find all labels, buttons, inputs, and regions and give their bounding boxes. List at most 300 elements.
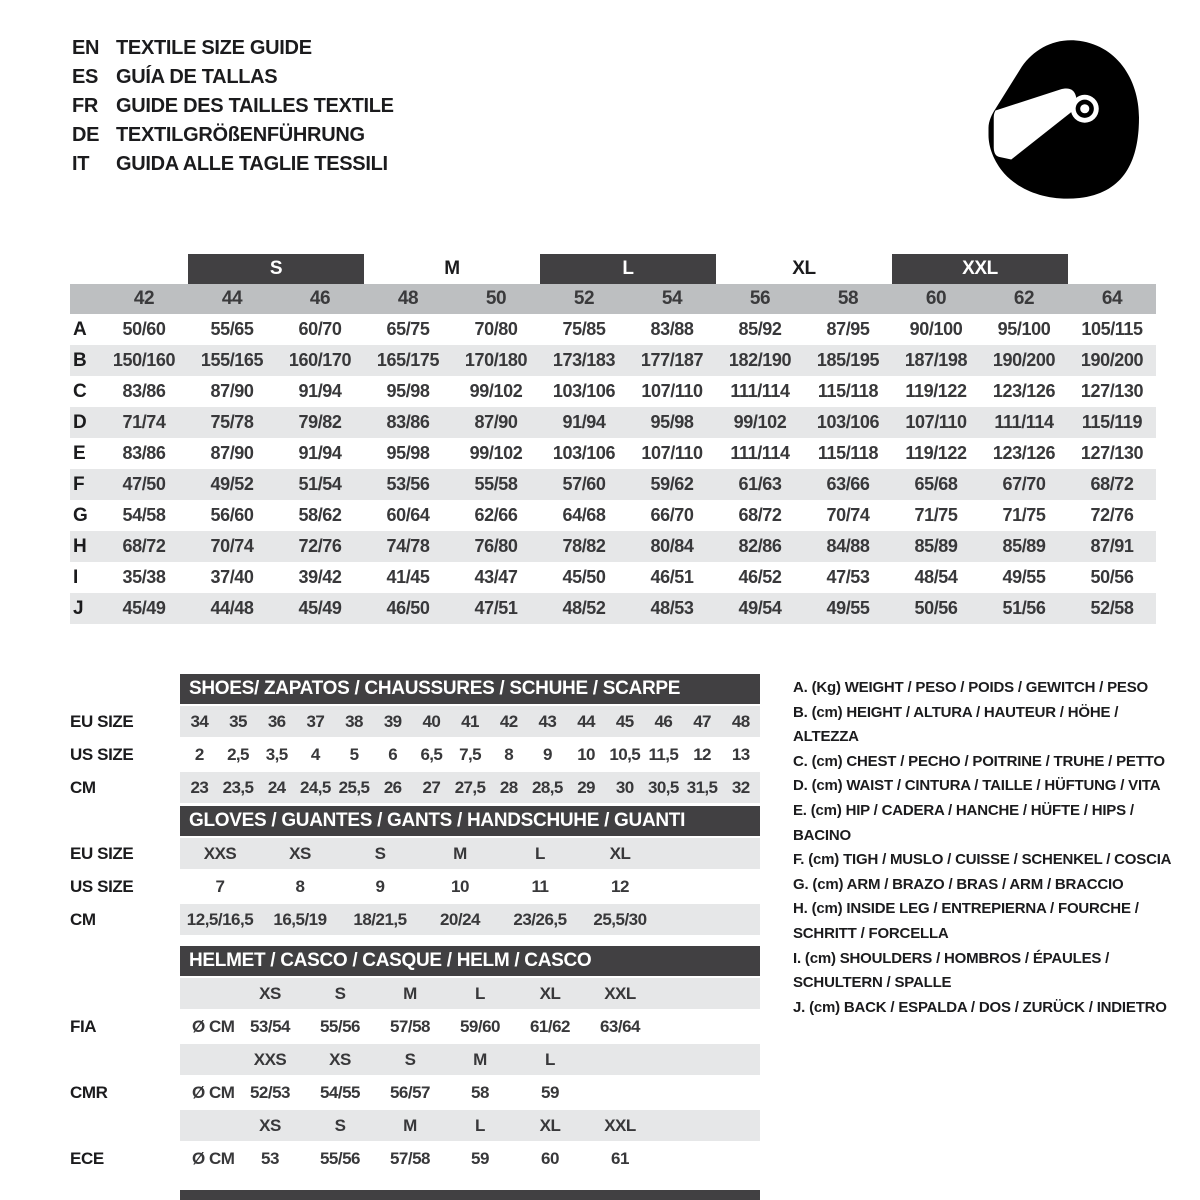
- cell: 60/70: [298, 319, 342, 339]
- cell: 28: [499, 777, 518, 797]
- column-header: 62: [1013, 288, 1035, 309]
- gloves-size-table: [70, 806, 760, 935]
- legend-item-e: E. (cm) HIP / CADERA / HANCHE / HÜFTE / HIPS / BACINO: [793, 801, 1134, 844]
- guide-title: GUIDA ALLE TAGLIE TESSILI: [116, 153, 388, 175]
- cell: 155/165: [200, 350, 264, 370]
- cell: 44: [577, 711, 595, 731]
- numeric-size-header-row: [70, 284, 1156, 314]
- table-row-g: [70, 500, 1156, 531]
- table-row-i: [70, 562, 1156, 593]
- lang-line-de: [72, 121, 394, 150]
- cell: 2,5: [227, 744, 249, 764]
- cell: 4: [310, 744, 320, 764]
- cell: 9: [375, 876, 385, 896]
- cell: 82/86: [738, 536, 782, 556]
- us-size-label: US SIZE: [70, 876, 134, 896]
- cell: 67/70: [1002, 474, 1046, 494]
- row-key: I: [73, 566, 78, 588]
- cell: 3,5: [265, 744, 288, 764]
- cell: 37/40: [210, 567, 254, 587]
- cell: 38: [345, 711, 363, 731]
- cell: 5: [349, 744, 359, 764]
- eu-size-label: EU SIZE: [70, 711, 134, 731]
- cell: 35/38: [122, 567, 166, 587]
- legend-item-j: J. (cm) BACK / ESPALDA / DOS / ZURÜCK / INDIETRO: [793, 998, 1167, 1016]
- size-band-xxl: [892, 254, 1068, 284]
- cell: 28,5: [532, 777, 563, 797]
- cell: 115/118: [817, 381, 879, 401]
- cell: 87/90: [210, 443, 254, 463]
- eu-size-label: EU SIZE: [70, 843, 134, 863]
- row-key: A: [73, 318, 87, 340]
- cell: M: [453, 843, 467, 863]
- us-size-label: US SIZE: [70, 744, 134, 764]
- cmr-sizes-row: [70, 1044, 760, 1075]
- cell: 99/102: [469, 381, 523, 401]
- cell: 74/78: [386, 536, 430, 556]
- cell: 47/53: [826, 567, 870, 587]
- lang-code: IT: [72, 153, 90, 175]
- table-row-j: [70, 593, 1156, 624]
- cell: 46/52: [738, 567, 782, 587]
- cell: S: [404, 1049, 416, 1069]
- cell: 70/80: [474, 319, 518, 339]
- cell: 55/56: [319, 1148, 361, 1168]
- cell: 59/60: [459, 1016, 501, 1036]
- size-label: M: [444, 258, 460, 279]
- cell: 83/86: [122, 381, 166, 401]
- legend-item-c: C. (cm) CHEST / PECHO / POITRINE / TRUHE / PETTO: [793, 752, 1165, 770]
- cell: 41/45: [386, 567, 430, 587]
- cell: 85/92: [738, 319, 782, 339]
- cell: 68/72: [122, 536, 166, 556]
- cell: 23/26,5: [513, 909, 567, 929]
- lang-code: FR: [72, 95, 99, 117]
- cell: 46/50: [386, 598, 430, 618]
- cell: 72/76: [298, 536, 342, 556]
- cell: 91/94: [562, 412, 606, 432]
- cell: 123/126: [992, 381, 1056, 401]
- cell: 29: [577, 777, 595, 797]
- cell: 127/130: [1080, 381, 1144, 401]
- cell: XS: [259, 1115, 281, 1135]
- cell: 24,5: [300, 777, 331, 797]
- cell: 54/55: [319, 1082, 361, 1102]
- row-key: B: [73, 349, 87, 371]
- cell: 103/106: [816, 412, 880, 432]
- cell: L: [475, 983, 485, 1003]
- cell: 63/66: [826, 474, 870, 494]
- cell: S: [374, 843, 386, 863]
- cell: 10: [451, 876, 469, 896]
- cell: S: [334, 983, 346, 1003]
- column-header: 42: [133, 288, 155, 309]
- cell: 39: [383, 711, 402, 731]
- cell: 123/126: [992, 443, 1056, 463]
- cm-label: CM: [70, 909, 96, 929]
- cell: 107/110: [641, 443, 703, 463]
- cell: 24: [267, 777, 286, 797]
- size-label: XL: [792, 258, 816, 279]
- cell: M: [403, 1115, 417, 1135]
- cell: L: [535, 843, 545, 863]
- cell: 84/88: [826, 536, 870, 556]
- cell: 35: [229, 711, 247, 731]
- guide-title: GUÍA DE TALLAS: [116, 66, 278, 88]
- column-header: 60: [925, 288, 947, 309]
- cell: 57/58: [389, 1016, 431, 1036]
- table-row-e: [70, 438, 1156, 469]
- cell: 115/118: [817, 443, 879, 463]
- column-header: 52: [573, 288, 595, 309]
- cell: 51/54: [298, 474, 342, 494]
- cell: 47/51: [474, 598, 518, 618]
- cell: XS: [329, 1049, 351, 1069]
- legend-item-g: G. (cm) ARM / BRAZO / BRAS / ARM / BRACCIO: [793, 875, 1124, 893]
- lang-code: DE: [72, 124, 100, 146]
- table-row-a: [70, 314, 1156, 345]
- cell: 53/56: [386, 474, 430, 494]
- shoes-us-row: [70, 739, 760, 770]
- cell: 54/58: [122, 505, 166, 525]
- cmr-label: CMR: [70, 1082, 108, 1102]
- cell: 71/75: [914, 505, 958, 525]
- gloves-section-header: [180, 806, 760, 836]
- cell: 52/58: [1090, 598, 1134, 618]
- fia-values-row: [70, 1011, 760, 1042]
- cell: 182/190: [728, 350, 792, 370]
- row-key: G: [73, 504, 88, 526]
- cell: 57/60: [562, 474, 606, 494]
- column-header: 64: [1101, 288, 1123, 309]
- cell: 45/50: [562, 567, 606, 587]
- cell: 66/70: [650, 505, 694, 525]
- cell: 170/180: [464, 350, 528, 370]
- cell: 87/90: [474, 412, 518, 432]
- helmet-section-header: [180, 946, 760, 976]
- size-label: XXL: [962, 258, 998, 279]
- cm-label: CM: [70, 777, 96, 797]
- ece-sizes-row: [70, 1110, 760, 1141]
- cell: 39/42: [298, 567, 342, 587]
- cell: 26: [383, 777, 402, 797]
- cell: 30: [615, 777, 634, 797]
- cell: 34: [190, 711, 209, 731]
- cell: 70/74: [826, 505, 870, 525]
- shoes-cm-row: [70, 772, 760, 803]
- cell: 43: [538, 711, 557, 731]
- cell: 49/55: [1002, 567, 1046, 587]
- cell: 50/56: [914, 598, 958, 618]
- cell: XL: [609, 843, 631, 863]
- cell: 48: [731, 711, 750, 731]
- section-title: HELMET / CASCO / CASQUE / HELM / CASCO: [189, 950, 592, 971]
- cell: 27,5: [454, 777, 486, 797]
- cell: 119/122: [905, 443, 967, 463]
- legend-item-h: H. (cm) INSIDE LEG / ENTREPIERNA / FOURCHE / SCHRITT / FORCELLA: [793, 900, 1139, 942]
- diameter-cm-label: Ø CM: [192, 1082, 235, 1102]
- cell: 64/68: [562, 505, 606, 525]
- table-row-d: [70, 407, 1156, 438]
- cell: 46: [654, 711, 673, 731]
- cell: 47: [693, 711, 711, 731]
- cell: 71/74: [122, 412, 166, 432]
- cell: 48/52: [562, 598, 606, 618]
- cell: 61/63: [738, 474, 782, 494]
- cell: 85/89: [1002, 536, 1046, 556]
- ece-values-row: [70, 1143, 760, 1174]
- cell: 107/110: [641, 381, 703, 401]
- row-key: H: [73, 535, 87, 557]
- cell: 85/89: [914, 536, 958, 556]
- cell: 9: [542, 744, 552, 764]
- cell: 68/72: [738, 505, 782, 525]
- cell: 16,5/19: [273, 909, 327, 929]
- cell: 55/65: [210, 319, 254, 339]
- column-header: 58: [837, 288, 859, 309]
- lang-line-en: [72, 34, 394, 63]
- cell: 83/86: [386, 412, 430, 432]
- legend-item-a: A. (Kg) WEIGHT / PESO / POIDS / GEWITCH / PESO: [793, 679, 1148, 696]
- shoes-eu-row: [70, 706, 760, 737]
- cell: 25,5/30: [593, 909, 647, 929]
- cell: 51/56: [1002, 598, 1046, 618]
- cell: L: [545, 1049, 555, 1069]
- cell: 87/91: [1090, 536, 1134, 556]
- cell: 23: [190, 777, 209, 797]
- cell: 99/102: [733, 412, 787, 432]
- cell: 60/64: [386, 505, 430, 525]
- lang-line-fr: [72, 92, 394, 121]
- cell: 65/75: [386, 319, 430, 339]
- cell: 119/122: [905, 381, 967, 401]
- cell: 31,5: [686, 777, 718, 797]
- cell: 70/74: [210, 536, 254, 556]
- row-key: J: [73, 597, 84, 619]
- diameter-cm-label: Ø CM: [192, 1148, 235, 1168]
- table-row-f: [70, 469, 1156, 500]
- cell: 95/98: [650, 412, 694, 432]
- diameter-cm-label: Ø CM: [192, 1016, 235, 1036]
- cell: 160/170: [288, 350, 352, 370]
- lang-code: ES: [72, 66, 99, 88]
- size-label: L: [622, 258, 634, 279]
- cell: 12: [693, 744, 711, 764]
- cell: 59: [471, 1148, 489, 1168]
- cell: 61: [611, 1148, 629, 1168]
- table-row-h: [70, 531, 1156, 562]
- cell: 8: [504, 744, 514, 764]
- cell: 7,5: [459, 744, 481, 764]
- cell: 42: [499, 711, 518, 731]
- cell: 30,5: [648, 777, 679, 797]
- section-title: SHOES/ ZAPATOS / CHAUSSURES / SCHUHE / SCARPE: [189, 678, 681, 699]
- cell: M: [403, 983, 417, 1003]
- cell: 48/53: [650, 598, 694, 618]
- legend-item-i: I. (cm) SHOULDERS / HOMBROS / ÉPAULES / SCHULTERN / SPALLE: [793, 949, 1110, 992]
- cell: XXL: [604, 983, 636, 1003]
- cell: 62/66: [474, 505, 518, 525]
- cell: 103/106: [552, 381, 616, 401]
- cell: 58/62: [298, 505, 342, 525]
- cell: 61/62: [529, 1016, 571, 1036]
- cell: 45/49: [298, 598, 342, 618]
- cell: 103/106: [552, 443, 616, 463]
- lang-code: EN: [72, 37, 100, 59]
- cell: 36: [267, 711, 286, 731]
- cell: S: [334, 1115, 346, 1135]
- shoes-section-header: [180, 674, 760, 704]
- racing-helmet-icon: [972, 30, 1152, 205]
- cell: 46/51: [650, 567, 694, 587]
- cell: XL: [539, 983, 561, 1003]
- cell: 56/60: [210, 505, 254, 525]
- cell: 127/130: [1080, 443, 1144, 463]
- cell: 87/95: [826, 319, 870, 339]
- cell: M: [473, 1049, 487, 1069]
- cell: 49/52: [210, 474, 254, 494]
- size-label: S: [269, 258, 283, 279]
- helmet-size-table: [70, 946, 760, 1174]
- cell: 111/114: [730, 443, 790, 463]
- fia-sizes-row: [70, 978, 760, 1009]
- cell: 12,5/16,5: [186, 909, 254, 929]
- cell: 87/90: [210, 381, 254, 401]
- cell: 2: [194, 744, 204, 764]
- cell: 43/47: [474, 567, 518, 587]
- cell: 48/54: [914, 567, 958, 587]
- cell: 99/102: [469, 443, 523, 463]
- cell: 8: [295, 876, 305, 896]
- cropped-section-bar: [180, 1190, 760, 1200]
- cell: XXS: [253, 1049, 287, 1069]
- cell: 32: [731, 777, 750, 797]
- cell: 190/200: [1080, 350, 1144, 370]
- column-header: 54: [661, 288, 683, 309]
- cell: 59: [541, 1082, 559, 1102]
- cell: 76/80: [474, 536, 518, 556]
- column-header: 46: [309, 288, 331, 309]
- cell: 44/48: [210, 598, 254, 618]
- cell: 68/72: [1090, 474, 1134, 494]
- gloves-cm-row: [70, 904, 760, 935]
- cell: XXL: [604, 1115, 636, 1135]
- cell: 10,5: [609, 744, 641, 764]
- size-band-row: [70, 254, 1156, 284]
- cell: XS: [259, 983, 281, 1003]
- cell: 25,5: [338, 777, 370, 797]
- lang-line-es: [72, 63, 394, 92]
- cell: 90/100: [909, 319, 963, 339]
- cell: 11,5: [648, 744, 679, 764]
- cell: 187/198: [904, 350, 968, 370]
- cell: 60: [541, 1148, 559, 1168]
- cell: XS: [289, 843, 311, 863]
- cell: 111/114: [994, 412, 1054, 432]
- cell: 83/88: [650, 319, 694, 339]
- cell: 150/160: [112, 350, 176, 370]
- cell: 50/60: [122, 319, 166, 339]
- cell: 173/183: [552, 350, 616, 370]
- cell: 37: [306, 711, 325, 731]
- gloves-eu-row: [70, 838, 760, 869]
- cell: 63/64: [599, 1016, 641, 1036]
- cell: 71/75: [1002, 505, 1046, 525]
- cell: 47/50: [122, 474, 166, 494]
- size-band-xl: [716, 254, 892, 284]
- cell: 20/24: [439, 909, 481, 929]
- cell: 6: [388, 744, 398, 764]
- cell: 18/21,5: [353, 909, 407, 929]
- cell: 55/58: [474, 474, 518, 494]
- cell: 49/54: [738, 598, 782, 618]
- cell: 57/58: [389, 1148, 431, 1168]
- shoes-size-table: [70, 674, 760, 803]
- row-key: D: [73, 411, 87, 433]
- cell: 95/98: [386, 443, 430, 463]
- cell: 75/78: [210, 412, 254, 432]
- cell: 53/54: [249, 1016, 291, 1036]
- cell: 91/94: [298, 381, 342, 401]
- cell: 83/86: [122, 443, 166, 463]
- cell: 45/49: [122, 598, 166, 618]
- cell: 72/76: [1090, 505, 1134, 525]
- cell: 190/200: [992, 350, 1056, 370]
- guide-title: GUIDE DES TAILLES TEXTILE: [116, 95, 394, 117]
- cell: 58: [471, 1082, 489, 1102]
- cell: 107/110: [905, 412, 967, 432]
- cell: 40: [422, 711, 441, 731]
- guide-title: TEXTILE SIZE GUIDE: [116, 37, 312, 59]
- cell: 95/100: [997, 319, 1051, 339]
- cell: 91/94: [298, 443, 342, 463]
- cell: 111/114: [730, 381, 790, 401]
- cell: 27: [422, 777, 441, 797]
- size-band-m: [364, 254, 540, 284]
- cell: 65/68: [914, 474, 958, 494]
- cell: 12: [611, 876, 629, 896]
- size-band-l: [540, 254, 716, 284]
- column-header: 48: [397, 288, 419, 309]
- size-band-s: [188, 254, 364, 284]
- guide-title: TEXTILGRÖßENFÜHRUNG: [116, 124, 365, 146]
- row-key: C: [73, 380, 87, 402]
- cell: 80/84: [650, 536, 694, 556]
- cell: 78/82: [562, 536, 606, 556]
- cell: 13: [731, 744, 750, 764]
- measurement-legend: [793, 676, 1187, 1020]
- legend-item-f: F. (cm) TIGH / MUSLO / CUISSE / SCHENKEL / COSCIA: [793, 851, 1172, 869]
- cell: 11: [531, 876, 549, 896]
- cell: 79/82: [298, 412, 342, 432]
- cell: 55/56: [319, 1016, 361, 1036]
- legend-item-b: B. (cm) HEIGHT / ALTURA / HAUTEUR / HÖHE / ALTEZZA: [793, 703, 1119, 746]
- cell: 177/187: [640, 350, 704, 370]
- section-title: GLOVES / GUANTES / GANTS / HANDSCHUHE / GUANTI: [189, 810, 686, 831]
- cell: 53: [261, 1148, 279, 1168]
- cell: L: [475, 1115, 485, 1135]
- cell: 75/85: [562, 319, 606, 339]
- cell: 56/57: [389, 1082, 431, 1102]
- cell: 6,5: [420, 744, 443, 764]
- cell: 185/195: [816, 350, 880, 370]
- cell: XXS: [203, 843, 237, 863]
- cell: 115/119: [1081, 412, 1143, 432]
- cell: 10: [577, 744, 595, 764]
- legend-item-d: D. (cm) WAIST / CINTURA / TAILLE / HÜFTUNG / VITA: [793, 777, 1161, 795]
- cell: XL: [539, 1115, 561, 1135]
- row-key: F: [73, 473, 85, 495]
